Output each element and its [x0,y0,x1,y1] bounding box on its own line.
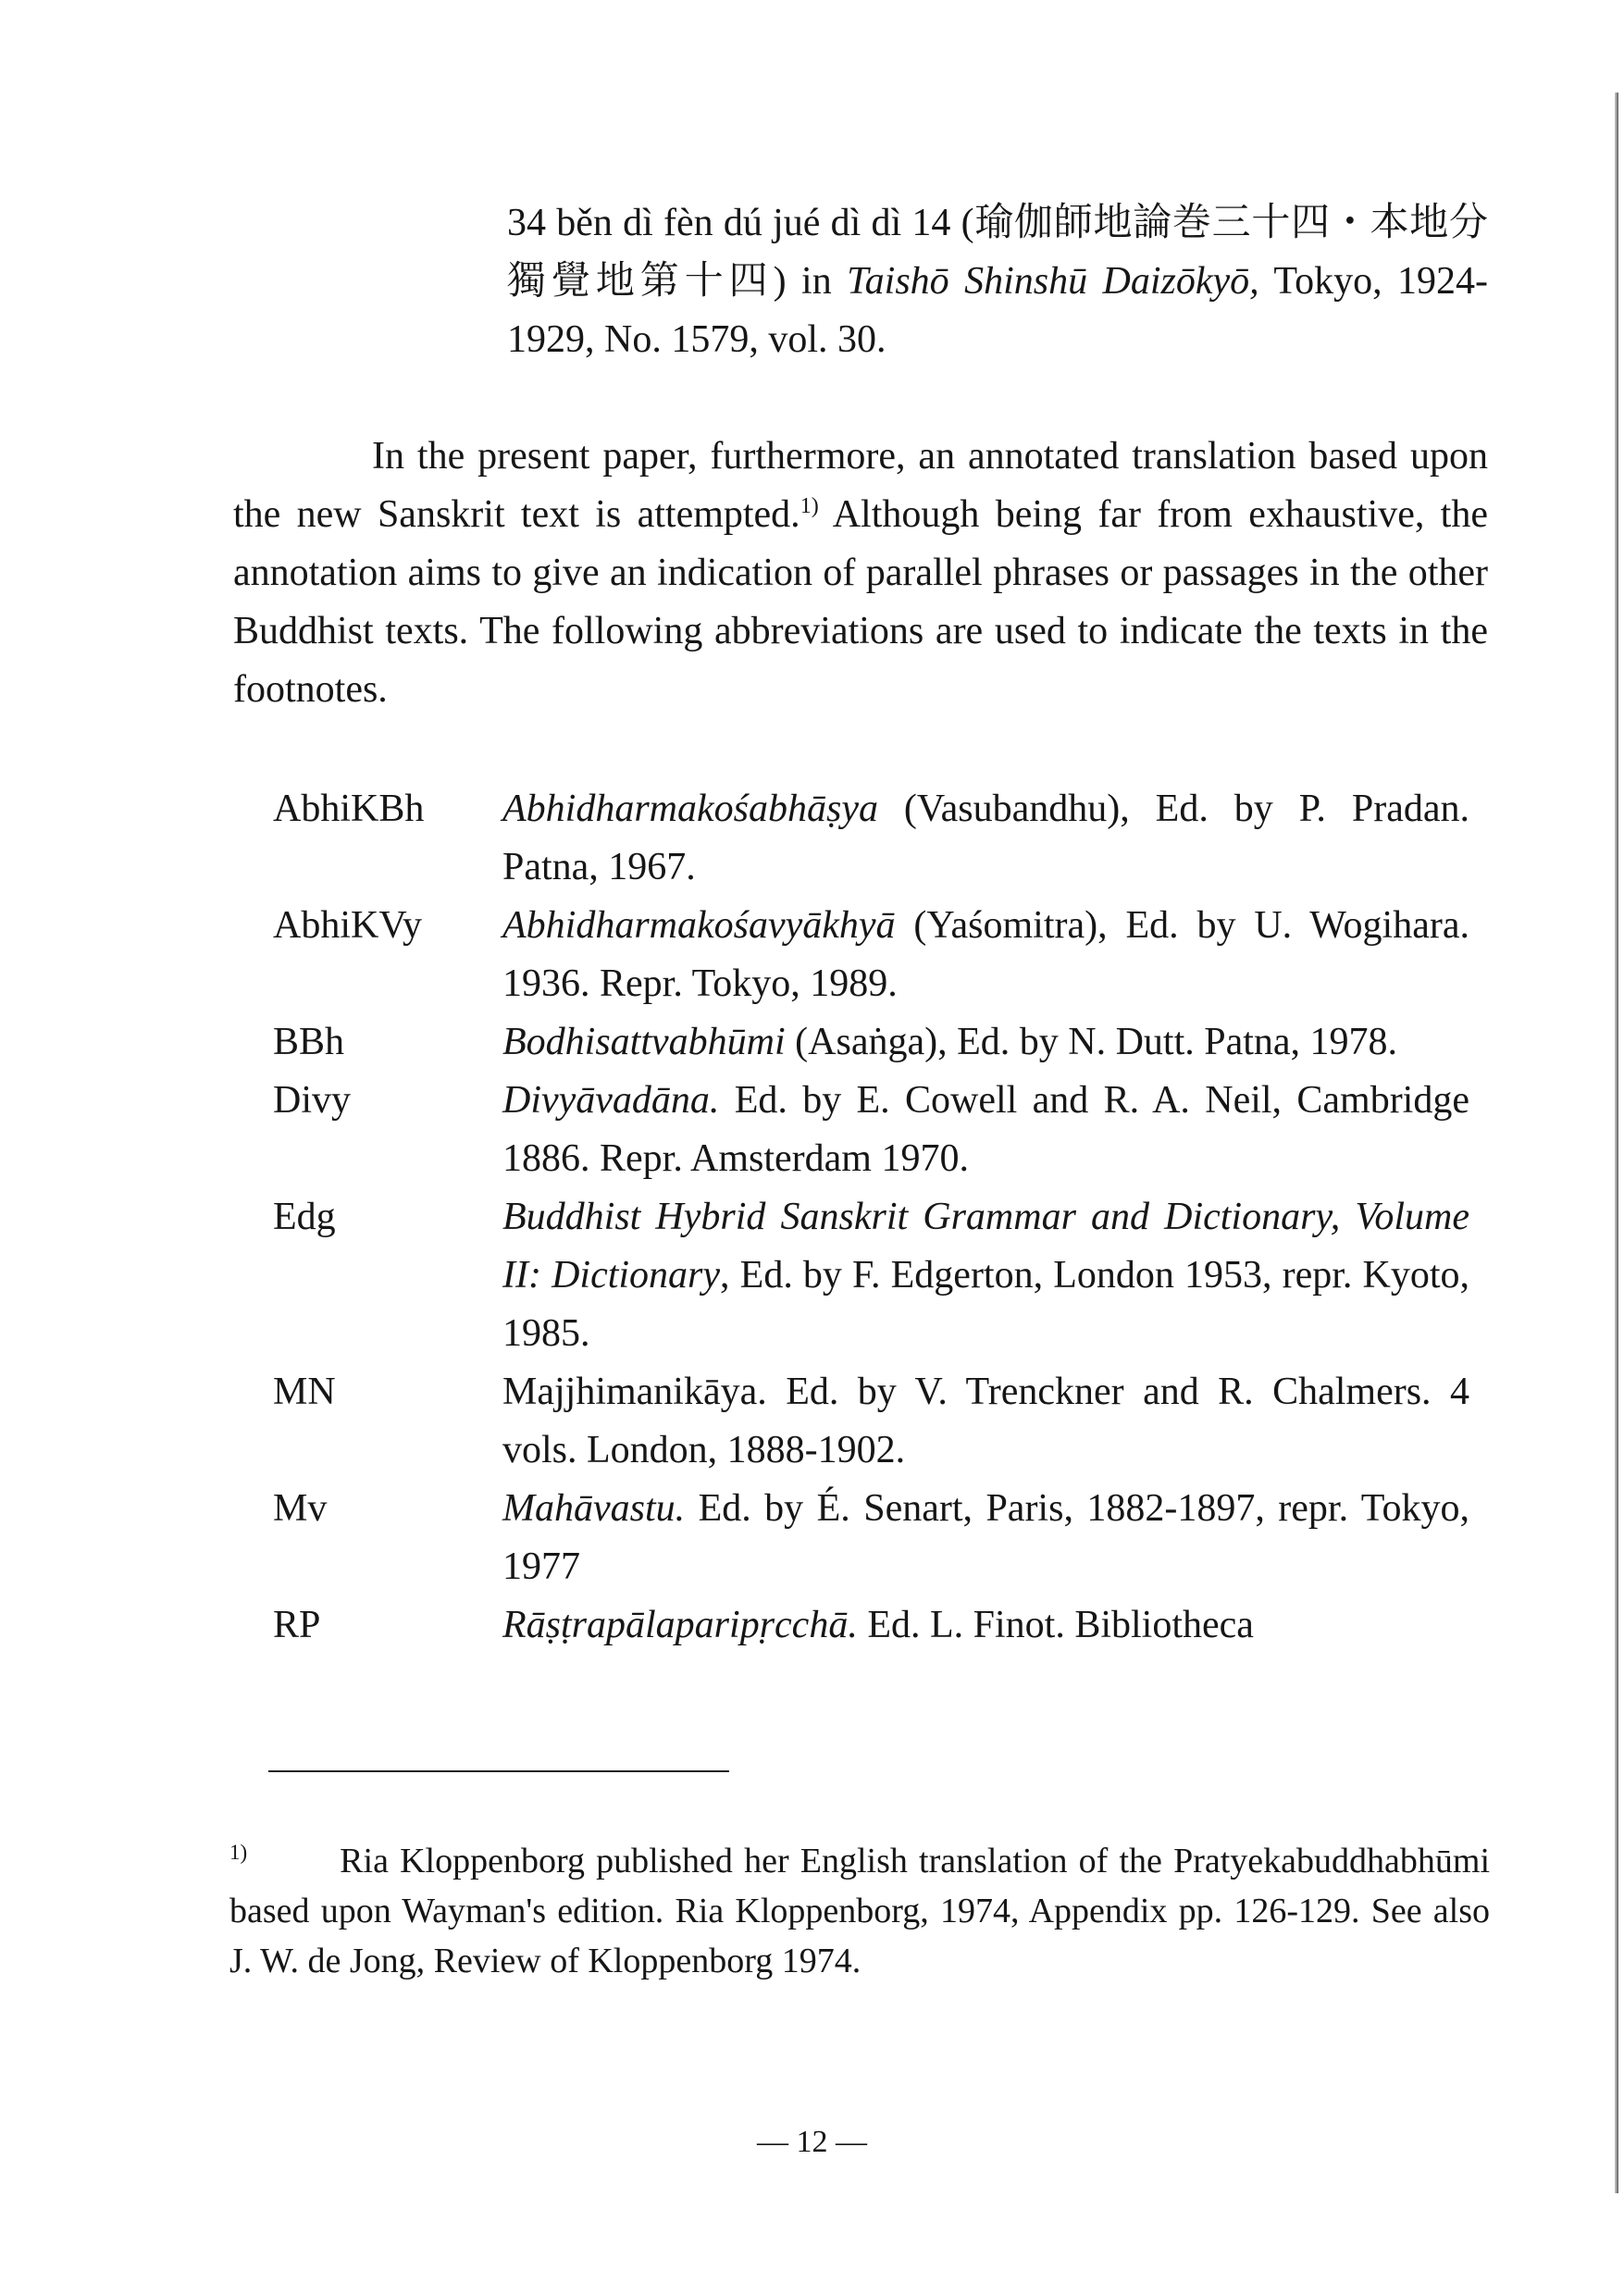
abbreviation-term: Divy [273,1079,351,1122]
work-details: Ed. L. Finot. Bibliotheca [857,1604,1254,1646]
abbreviation-definition [502,1072,1469,1188]
abbreviation-row [273,1013,1490,1072]
abbreviation-term: AbhiKVy [273,904,423,947]
work-title: Abhidharmakośavyākhyā [502,904,896,947]
footnote-divider [268,1770,729,1772]
abbreviation-definition [502,1363,1469,1480]
work-details: (Asaṅga), Ed. by N. Dutt. Patna, 1978. [785,1021,1398,1063]
abbreviation-list [273,780,1490,1655]
footnote [229,1828,1490,1986]
work-title: Rāṣṭrapālaparipṛcchā. [502,1604,858,1646]
abbreviation-definition [502,1480,1469,1596]
abbreviation-definition [502,1188,1469,1363]
footnote-reference: 1) [800,494,819,518]
abbreviation-term: Mv [273,1487,328,1530]
work-details: (Yaśomitra), Ed. by U. Wogihara. 1936. Repr. Tokyo, 1989. [502,904,1469,1005]
abbreviation-definition [502,1596,1469,1655]
abbreviation-term: AbhiKBh [273,788,425,830]
abbreviation-term: RP [273,1604,321,1646]
work-title: Abhidharmakośabhāṣya [502,788,878,830]
abbreviation-term: BBh [273,1021,345,1063]
reference-title: Taishō Shinshū Daizōkyō, [847,260,1259,303]
paragraph-text-rest: Although being far from exhaustive, the annotation aims to give an indication of parallel phrases or passages in the other Buddhist texts. The following abbreviations are used to indicate the texts in the footnotes. [233,493,1488,711]
work-title: Bodhisattvabhūmi [502,1021,786,1063]
abbreviation-row [273,1363,1490,1480]
reference-details: Tokyo, 1924-1929, No. 1579, vol. 30. [507,260,1488,361]
work-title: Mahāvastu. [502,1487,686,1530]
work-details: (Vasubandhu), Ed. by P. Pradan. Patna, 1967. [502,788,1469,888]
page-number: — 12 — [757,2125,867,2159]
body-paragraph [233,428,1488,719]
abbreviation-row [273,1480,1490,1596]
abbreviation-term: Edg [273,1196,336,1238]
abbreviation-term: MN [273,1371,336,1413]
abbreviation-row [273,780,1490,897]
work-details: Ed. by É. Senart, Paris, 1882-1897, repr. Tokyo, 1977 [502,1487,1469,1588]
abbreviation-row [273,1072,1490,1188]
work-title: Buddhist Hybrid Sanskrit Grammar and Dictionary, Volume II: Dictionary [502,1196,1469,1297]
footnote-text: Ria Kloppenborg published her English translation of the Pratyekabuddhabhūmi based upon Wayman's edition. Ria Kloppenborg, 1974, Appendix pp. 126-129. See also J. W. de Jong, Review of Kloppenborg 1974. [229,1842,1490,1980]
work-details: Majjhimanikāya. Ed. by V. Trenckner and R. Chalmers. 4 vols. London, 1888-1902. [502,1371,1469,1471]
footnote-marker: 1) [229,1841,248,1864]
work-title: Divyāvadāna. [502,1079,720,1122]
work-details: Ed. by E. Cowell and R. A. Neil, Cambridge 1886. Repr. Amsterdam 1970. [502,1079,1469,1180]
continued-reference [507,194,1488,369]
abbreviation-definition [502,897,1469,1013]
paragraph-text-start: In the present paper, furthermore, an annotated translation based upon the new Sanskrit text is attempted. [233,435,1488,536]
work-details: , Ed. by F. Edgerton, London 1953, repr. Kyoto, 1985. [502,1254,1469,1355]
abbreviation-row [273,1188,1490,1363]
abbreviation-row [273,1596,1490,1655]
abbreviation-definition [502,780,1469,897]
reference-text: 34 běn dì fèn dú jué dì dì 14 (瑜伽師地論巻三十四・本地分獨覺地第十四) in [507,202,1488,303]
abbreviation-row [273,897,1490,1013]
page-edge-shadow [1615,93,1618,2193]
abbreviation-definition [502,1013,1469,1072]
